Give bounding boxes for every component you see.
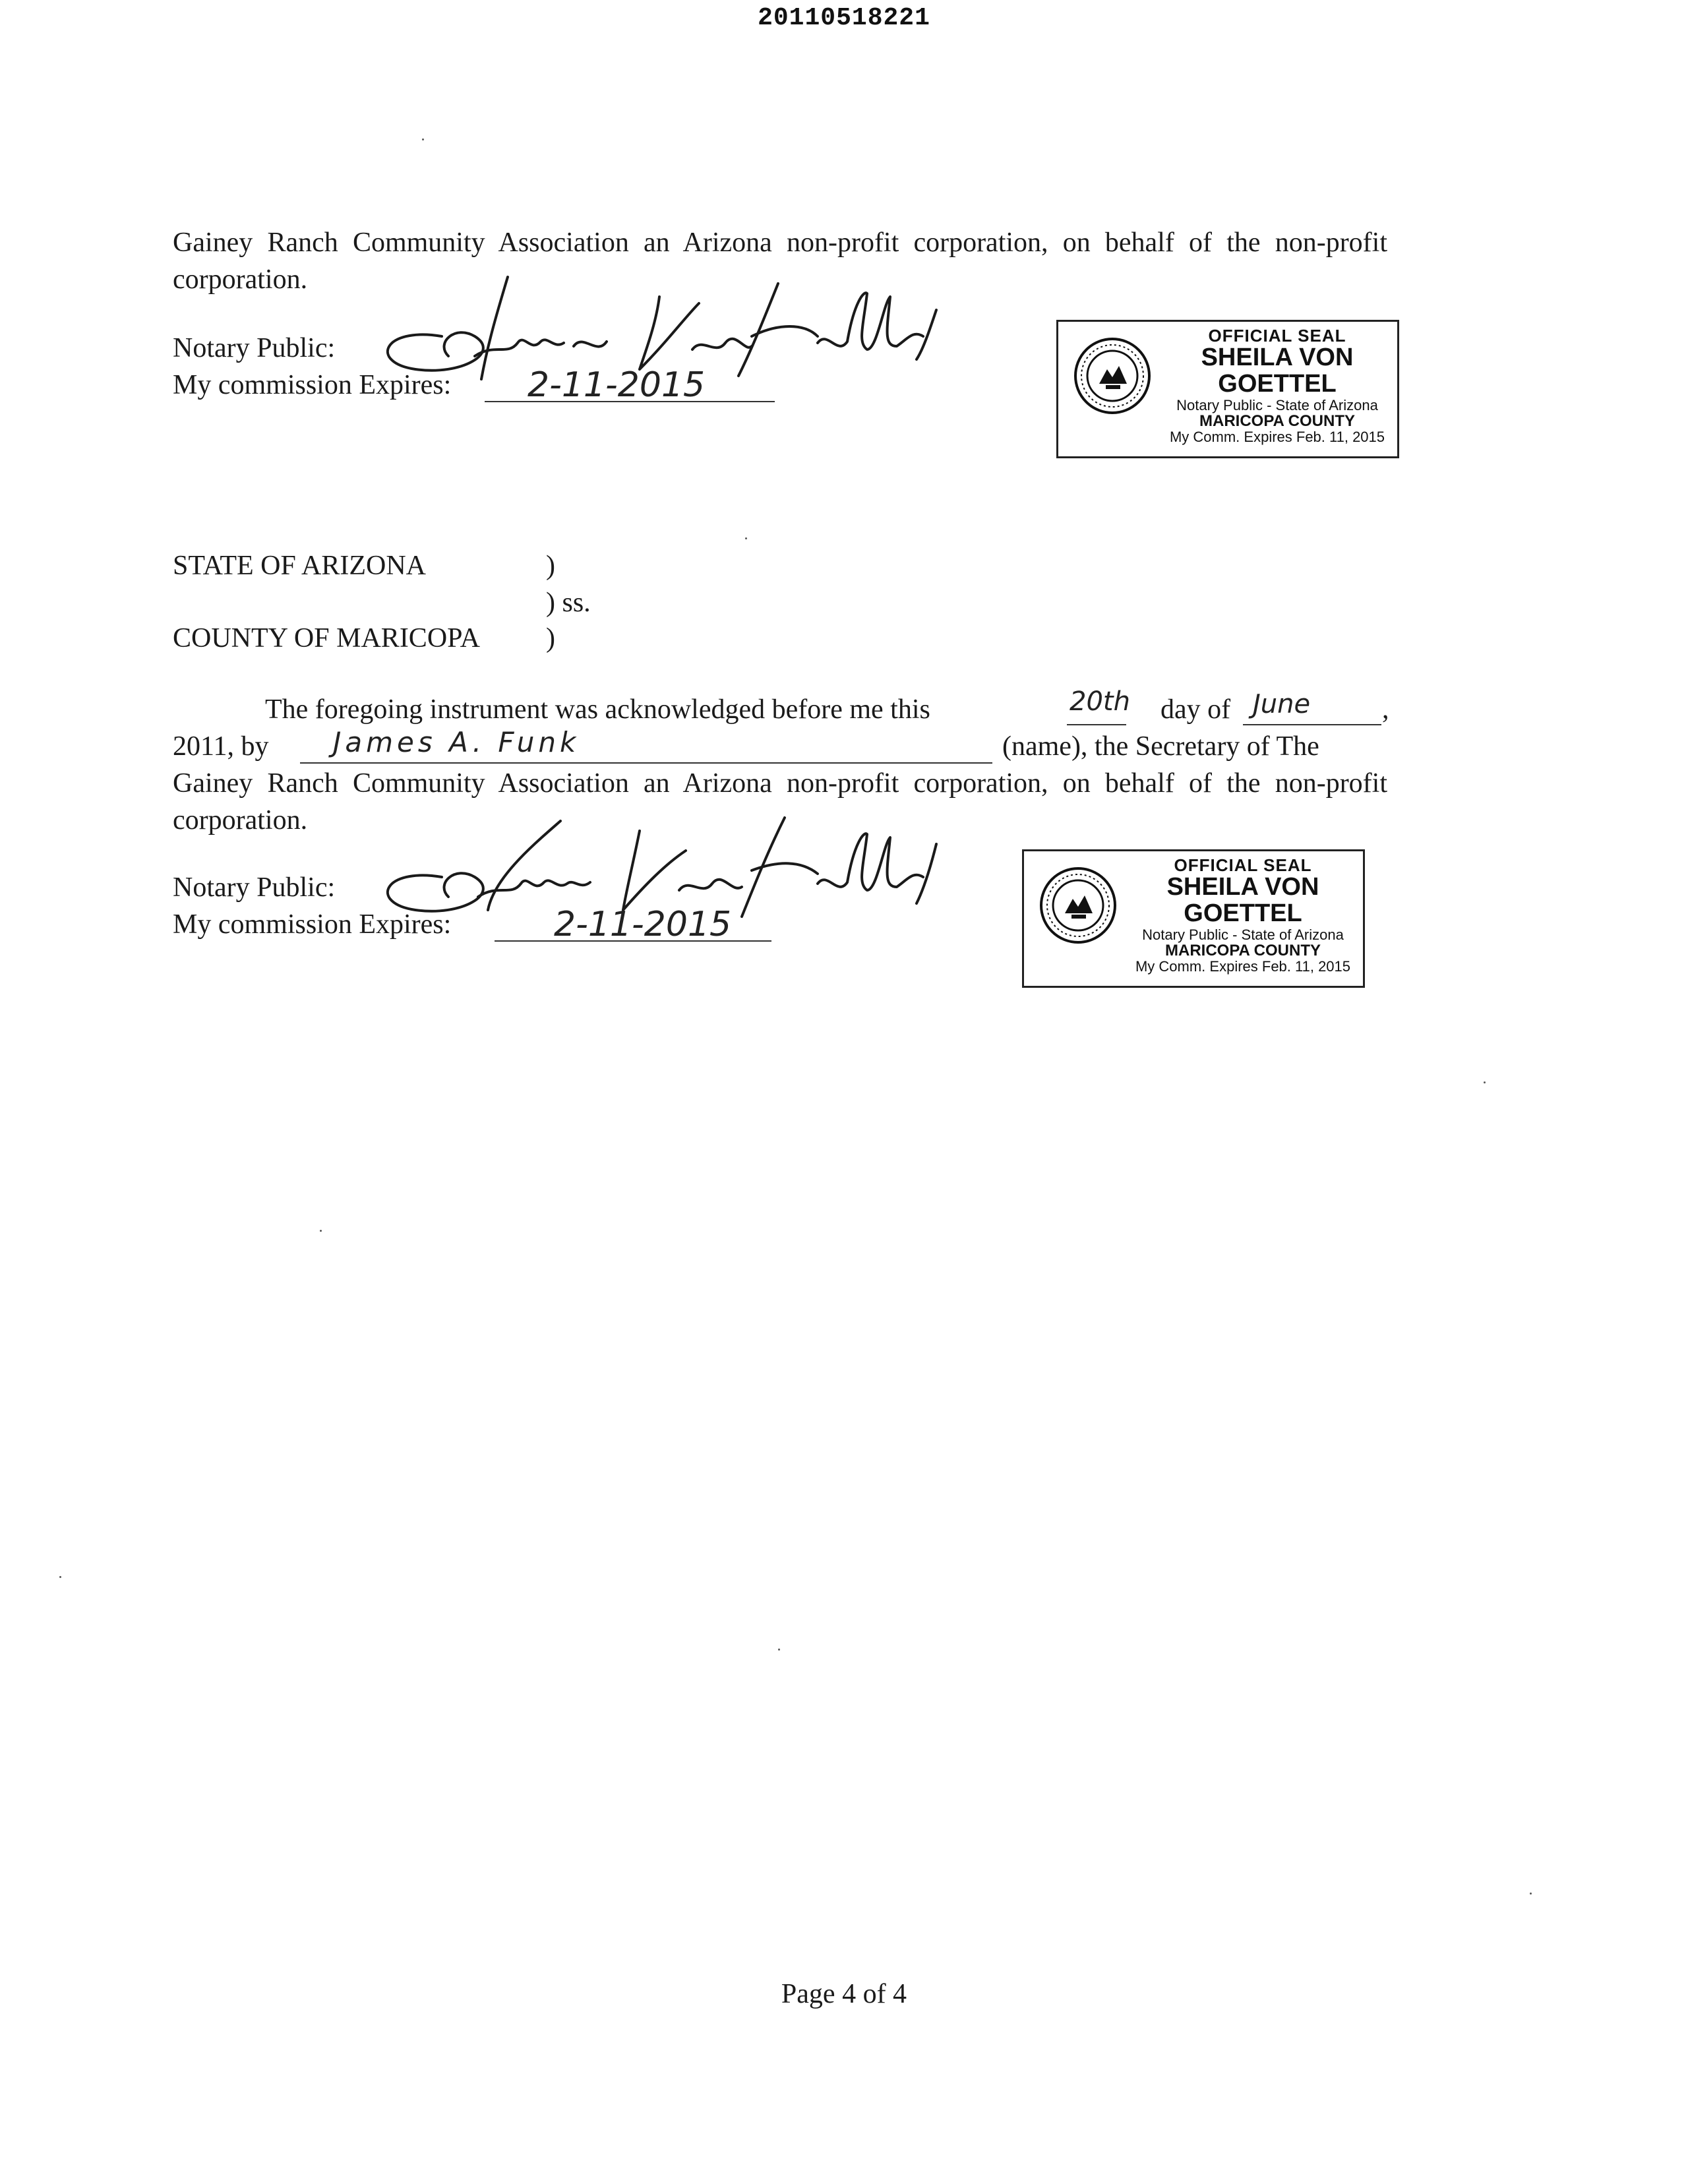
seal2-line4: MARICOPA COUNTY [1165, 942, 1321, 960]
venue-county: COUNTY OF MARICOPA [173, 623, 480, 653]
block2-month-value: June [1253, 689, 1311, 719]
seal2-line1: OFFICIAL SEAL [1174, 855, 1312, 875]
seal2-line2: SHEILA VON GOETTEL [1166, 873, 1319, 928]
block1-expires-value: 2-11-2015 [528, 365, 706, 405]
block2-day-underline [1067, 724, 1126, 725]
state-seal-icon [1073, 336, 1152, 415]
document-number: 20110518221 [758, 4, 930, 32]
block2-text-start: The foregoing instrument was acknowledged before me this [265, 694, 930, 725]
scan-speck [745, 537, 747, 539]
seal2-line3: Notary Public - State of Arizona [1142, 926, 1344, 944]
state-seal-icon [1039, 866, 1118, 945]
seal1-line2: SHEILA VON GOETTEL [1201, 344, 1354, 398]
block1-signature [356, 264, 950, 409]
seal1-line5: My Comm. Expires Feb. 11, 2015 [1169, 429, 1385, 446]
seal2-line5: My Comm. Expires Feb. 11, 2015 [1135, 958, 1351, 975]
scan-speck [422, 138, 424, 140]
scan-speck [320, 1230, 322, 1232]
block2-paragraph-rest: Gainey Ranch Community Association an Arizona non-profit corporation, on behalf of the non-profit corporation. [173, 768, 1387, 835]
block2-signature [363, 804, 943, 950]
notary-seal-1 [1056, 320, 1399, 458]
block2-expires-label: My commission Expires: [173, 909, 452, 940]
block2-text-day-of: day of [1160, 694, 1231, 725]
block2-year-by: 2011, by [173, 731, 269, 762]
venue-state: STATE OF ARIZONA [173, 551, 426, 581]
seal1-line1: OFFICIAL SEAL [1208, 326, 1346, 346]
block2-expires-value: 2-11-2015 [554, 905, 732, 944]
block2-day-value: 20th [1070, 686, 1130, 717]
scan-speck [59, 1576, 61, 1578]
block2-name-value: James A. Funk [333, 726, 580, 758]
block1-paragraph: Gainey Ranch Community Association an Arizona non-profit corporation, on behalf of the non-profit corporation. [173, 228, 1387, 295]
venue-paren-1: ) [546, 551, 555, 581]
scan-speck [1530, 1893, 1532, 1895]
block1-notary-label: Notary Public: [173, 333, 336, 363]
notary-seal-2 [1022, 849, 1365, 988]
block2-month-underline [1243, 724, 1381, 725]
block1-expires-label: My commission Expires: [173, 370, 452, 400]
block2-text-after-name: (name), the Secretary of The [1002, 731, 1319, 762]
venue-ss: ) ss. [546, 588, 591, 618]
block2-comma: , [1382, 694, 1389, 725]
block2-notary-label: Notary Public: [173, 872, 336, 903]
seal1-line4: MARICOPA COUNTY [1199, 412, 1355, 431]
page-number: Page 4 of 4 [781, 1979, 907, 2009]
scan-speck [1484, 1081, 1486, 1083]
block2-name-underline [300, 762, 992, 764]
scan-speck [778, 1649, 780, 1651]
seal1-line3: Notary Public - State of Arizona [1176, 397, 1378, 414]
venue-paren-3: ) [546, 623, 555, 653]
